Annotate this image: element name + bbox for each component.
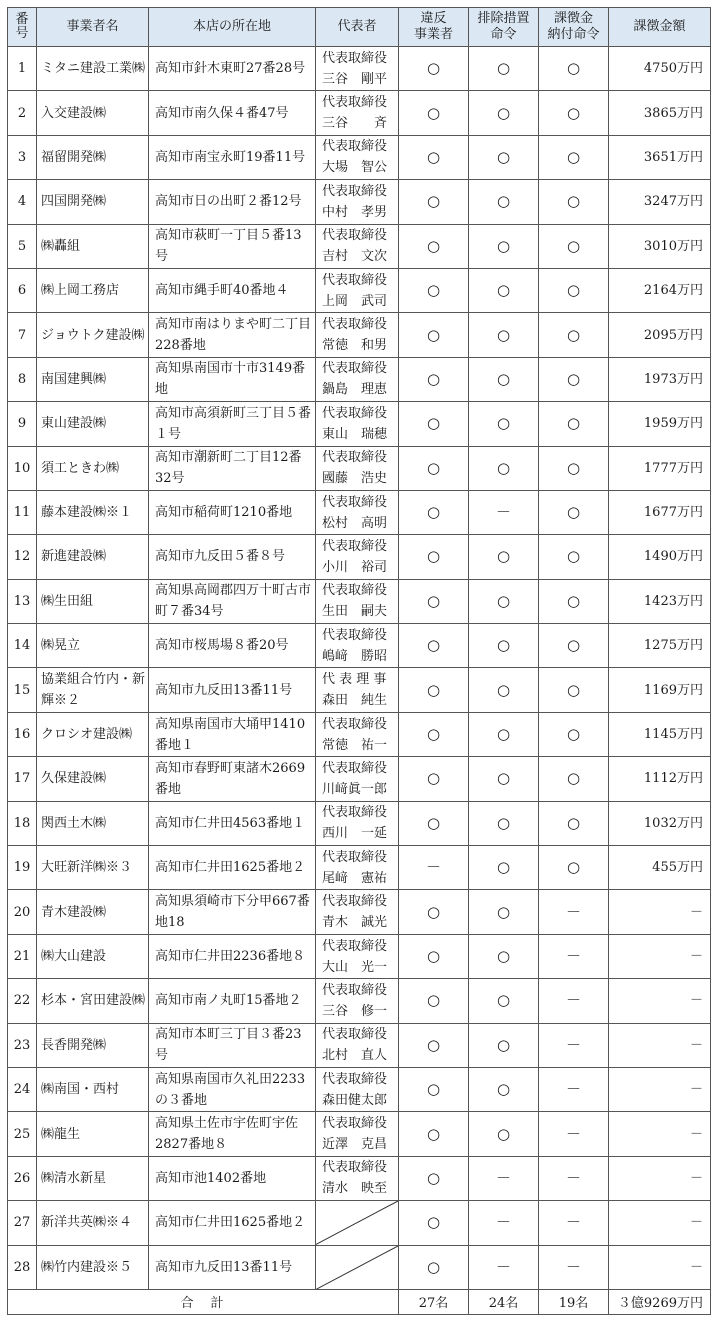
- surcharge-amount: －: [609, 1245, 711, 1289]
- header-surcharge-order: 課徴金 納付命令: [539, 8, 609, 47]
- representative-empty: [316, 1201, 399, 1245]
- company-name: ㈱生田組: [37, 579, 149, 623]
- row-number: 25: [8, 1112, 37, 1156]
- company-address: 高知市日の出町２番12号: [149, 180, 316, 224]
- company-address: 高知市仁井田1625番地２: [149, 1201, 316, 1245]
- row-number: 12: [8, 535, 37, 579]
- cease-order-mark: ○: [469, 1023, 539, 1067]
- surcharge-order-mark: ○: [539, 757, 609, 801]
- surcharge-order-mark: ○: [539, 47, 609, 91]
- total-label: 合 計: [8, 1289, 399, 1314]
- representative: 代表取締役 上岡 武司: [316, 268, 399, 312]
- table-row: [8, 890, 711, 934]
- row-number: 7: [8, 313, 37, 357]
- table-row: [8, 801, 711, 845]
- violation-mark: ○: [399, 135, 469, 179]
- table-row: [8, 624, 711, 668]
- cease-order-mark: ○: [469, 535, 539, 579]
- violation-mark: ○: [399, 712, 469, 756]
- surcharge-order-mark: ○: [539, 668, 609, 712]
- table-row: [8, 268, 711, 312]
- representative: 代表取締役 鍋島 理恵: [316, 357, 399, 401]
- company-address: 高知市南ノ丸町15番地２: [149, 979, 316, 1023]
- table-row: [8, 934, 711, 978]
- surcharge-order-mark: －: [539, 890, 609, 934]
- surcharge-amount: 1169万円: [609, 668, 711, 712]
- surcharge-order-mark: －: [539, 1156, 609, 1200]
- violation-mark: ○: [399, 979, 469, 1023]
- company-name: ㈱上岡工務店: [37, 268, 149, 312]
- representative: 代表取締役 松村 高明: [316, 490, 399, 534]
- row-number: 19: [8, 846, 37, 890]
- surcharge-amount: －: [609, 979, 711, 1023]
- company-address: 高知市春野町東諸木2669番地: [149, 757, 316, 801]
- company-address: 高知市桜馬場８番20号: [149, 624, 316, 668]
- table-row: [8, 490, 711, 534]
- header-row: [8, 8, 711, 47]
- company-address: 高知市南久保４番47号: [149, 91, 316, 135]
- row-number: 5: [8, 224, 37, 268]
- company-name: ジョウトク建設㈱: [37, 313, 149, 357]
- company-name: 久保建設㈱: [37, 757, 149, 801]
- surcharge-amount: 1032万円: [609, 801, 711, 845]
- surcharge-order-mark: －: [539, 1201, 609, 1245]
- row-number: 20: [8, 890, 37, 934]
- violation-mark: ○: [399, 624, 469, 668]
- cease-order-mark: ○: [469, 91, 539, 135]
- company-name: 新進建設㈱: [37, 535, 149, 579]
- row-number: 8: [8, 357, 37, 401]
- surcharge-amount: 2095万円: [609, 313, 711, 357]
- table-row: [8, 1156, 711, 1200]
- table-row: [8, 47, 711, 91]
- representative: 代表取締役 森田健太郎: [316, 1067, 399, 1111]
- total-violation: 27名: [399, 1289, 469, 1314]
- table-row: [8, 535, 711, 579]
- header-surcharge-amount: 課徴金額: [609, 8, 711, 47]
- surcharge-amount: －: [609, 1067, 711, 1111]
- row-number: 9: [8, 402, 37, 446]
- representative: 代表取締役 近澤 克昌: [316, 1112, 399, 1156]
- company-name: ㈱轟組: [37, 224, 149, 268]
- header-number: 番 号: [8, 8, 37, 47]
- company-address: 高知県須崎市下分甲667番地18: [149, 890, 316, 934]
- row-number: 13: [8, 579, 37, 623]
- representative-empty: [316, 1245, 399, 1289]
- surcharge-amount: 455万円: [609, 846, 711, 890]
- surcharge-amount: 3010万円: [609, 224, 711, 268]
- company-name: ㈱大山建設: [37, 934, 149, 978]
- representative: 代表取締役 東山 瑞穂: [316, 402, 399, 446]
- row-number: 3: [8, 135, 37, 179]
- company-address: 高知県南国市久礼田2233の３番地: [149, 1067, 316, 1111]
- violation-mark: ○: [399, 1245, 469, 1289]
- company-address: 高知市稲荷町1210番地: [149, 490, 316, 534]
- company-name: 新洋共英㈱※４: [37, 1201, 149, 1245]
- company-address: 高知市仁井田4563番地１: [149, 801, 316, 845]
- representative: 代表取締役 大山 光一: [316, 934, 399, 978]
- company-name: ㈱晃立: [37, 624, 149, 668]
- company-name: 入交建設㈱: [37, 91, 149, 135]
- surcharge-amount: 4750万円: [609, 47, 711, 91]
- representative: 代表取締役 常徳 和男: [316, 313, 399, 357]
- surcharge-amount: 1959万円: [609, 402, 711, 446]
- company-name: ㈱清水新星: [37, 1156, 149, 1200]
- company-address: 高知市仁井田1625番地２: [149, 846, 316, 890]
- company-address: 高知市針木東町27番28号: [149, 47, 316, 91]
- table-row: [8, 1067, 711, 1111]
- table-row: [8, 357, 711, 401]
- row-number: 21: [8, 934, 37, 978]
- row-number: 15: [8, 668, 37, 712]
- surcharge-amount: －: [609, 1112, 711, 1156]
- table-row: [8, 180, 711, 224]
- violation-mark: ○: [399, 268, 469, 312]
- company-address: 高知市九反田13番11号: [149, 668, 316, 712]
- violation-mark: ○: [399, 668, 469, 712]
- company-address: 高知県南国市大埇甲1410番地１: [149, 712, 316, 756]
- row-number: 24: [8, 1067, 37, 1111]
- company-address: 高知県土佐市宇佐町宇佐2827番地８: [149, 1112, 316, 1156]
- surcharge-amount: 3865万円: [609, 91, 711, 135]
- cease-order-mark: ○: [469, 446, 539, 490]
- surcharge-amount: 1973万円: [609, 357, 711, 401]
- total-surcharge-order: 19名: [539, 1289, 609, 1314]
- table-row: [8, 135, 711, 179]
- cease-order-mark: －: [469, 490, 539, 534]
- surcharge-amount: －: [609, 1156, 711, 1200]
- violation-mark: ○: [399, 757, 469, 801]
- company-name: 関西土木㈱: [37, 801, 149, 845]
- table-row: [8, 1201, 711, 1245]
- table-row: [8, 402, 711, 446]
- row-number: 26: [8, 1156, 37, 1200]
- table-row: [8, 1245, 711, 1289]
- cease-order-mark: ○: [469, 135, 539, 179]
- table-row: [8, 446, 711, 490]
- surcharge-amount: 1112万円: [609, 757, 711, 801]
- violation-mark: ○: [399, 47, 469, 91]
- representative: 代表取締役 清水 映至: [316, 1156, 399, 1200]
- surcharge-order-mark: ○: [539, 801, 609, 845]
- company-address: 高知市九反田５番８号: [149, 535, 316, 579]
- row-number: 23: [8, 1023, 37, 1067]
- company-name: 杉本・宮田建設㈱: [37, 979, 149, 1023]
- cease-order-mark: ○: [469, 934, 539, 978]
- table-row: [8, 757, 711, 801]
- row-number: 6: [8, 268, 37, 312]
- violation-mark: ○: [399, 1023, 469, 1067]
- representative: 代表取締役 常徳 祐一: [316, 712, 399, 756]
- company-name: クロシオ建設㈱: [37, 712, 149, 756]
- row-number: 14: [8, 624, 37, 668]
- company-address: 高知市仁井田2236番地８: [149, 934, 316, 978]
- surcharge-amount: 1275万円: [609, 624, 711, 668]
- surcharge-order-mark: ○: [539, 180, 609, 224]
- row-number: 22: [8, 979, 37, 1023]
- representative: 代表取締役 小川 裕司: [316, 535, 399, 579]
- table-row: [8, 91, 711, 135]
- row-number: 17: [8, 757, 37, 801]
- violation-mark: ○: [399, 402, 469, 446]
- violation-mark: ○: [399, 1067, 469, 1111]
- cease-order-mark: ○: [469, 846, 539, 890]
- surcharge-order-mark: ○: [539, 135, 609, 179]
- cease-order-mark: ○: [469, 579, 539, 623]
- cease-order-mark: ○: [469, 624, 539, 668]
- surcharge-order-mark: ○: [539, 624, 609, 668]
- surcharge-order-mark: ○: [539, 490, 609, 534]
- violation-mark: ○: [399, 801, 469, 845]
- violation-mark: ○: [399, 180, 469, 224]
- cease-order-mark: ○: [469, 402, 539, 446]
- header-representative: 代表者: [316, 8, 399, 47]
- surcharge-order-mark: ○: [539, 535, 609, 579]
- company-name: 青木建設㈱: [37, 890, 149, 934]
- surcharge-order-mark: －: [539, 1023, 609, 1067]
- row-number: 2: [8, 91, 37, 135]
- representative: 代表取締役 三谷 修一: [316, 979, 399, 1023]
- table-row: [8, 579, 711, 623]
- cease-order-mark: －: [469, 1201, 539, 1245]
- cease-order-mark: ○: [469, 224, 539, 268]
- cease-order-mark: ○: [469, 180, 539, 224]
- cease-order-mark: ○: [469, 1067, 539, 1111]
- surcharge-amount: －: [609, 1201, 711, 1245]
- company-name: 須工ときわ㈱: [37, 446, 149, 490]
- surcharge-amount: 2164万円: [609, 268, 711, 312]
- surcharge-order-mark: －: [539, 934, 609, 978]
- violation-mark: ○: [399, 1112, 469, 1156]
- surcharge-amount: 1423万円: [609, 579, 711, 623]
- company-address: 高知市縄手町40番地４: [149, 268, 316, 312]
- header-violation: 違反 事業者: [399, 8, 469, 47]
- representative: 代表取締役 生田 嗣夫: [316, 579, 399, 623]
- representative: 代表取締役 三谷 剛平: [316, 47, 399, 91]
- surcharge-amount: 1145万円: [609, 712, 711, 756]
- company-address: 高知市九反田13番11号: [149, 1245, 316, 1289]
- violation-mark: ○: [399, 490, 469, 534]
- violation-mark: ○: [399, 446, 469, 490]
- cease-order-mark: ○: [469, 979, 539, 1023]
- table-row: [8, 313, 711, 357]
- representative: 代表取締役 嶋﨑 勝昭: [316, 624, 399, 668]
- surcharge-order-mark: ○: [539, 579, 609, 623]
- representative: 代表取締役 吉村 文次: [316, 224, 399, 268]
- representative: 代表取締役 西川 一延: [316, 801, 399, 845]
- table-row: [8, 1023, 711, 1067]
- cease-order-mark: ○: [469, 801, 539, 845]
- cease-order-mark: ○: [469, 890, 539, 934]
- table-row: [8, 1112, 711, 1156]
- row-number: 18: [8, 801, 37, 845]
- surcharge-amount: －: [609, 934, 711, 978]
- violation-mark: ○: [399, 1201, 469, 1245]
- surcharge-order-mark: ○: [539, 268, 609, 312]
- representative: 代 表 理 事 森田 純生: [316, 668, 399, 712]
- surcharge-order-mark: ○: [539, 446, 609, 490]
- cease-order-mark: ○: [469, 1112, 539, 1156]
- company-name: 藤本建設㈱※１: [37, 490, 149, 534]
- company-address: 高知市南宝永町19番11号: [149, 135, 316, 179]
- surcharge-amount: 3247万円: [609, 180, 711, 224]
- diagonal-slash: [316, 1246, 398, 1289]
- company-name: 福留開発㈱: [37, 135, 149, 179]
- cease-order-mark: ○: [469, 47, 539, 91]
- total-row: [8, 1289, 711, 1314]
- company-name: ミタニ建設工業㈱: [37, 47, 149, 91]
- surcharge-order-mark: －: [539, 1112, 609, 1156]
- violation-mark: ○: [399, 934, 469, 978]
- surcharge-order-mark: ○: [539, 846, 609, 890]
- representative: 代表取締役 川﨑眞一郎: [316, 757, 399, 801]
- representative: 代表取締役 青木 誠光: [316, 890, 399, 934]
- table-row: [8, 668, 711, 712]
- cease-order-mark: ○: [469, 268, 539, 312]
- company-address: 高知市本町三丁目３番23号: [149, 1023, 316, 1067]
- total-amount: ３億9269万円: [609, 1289, 711, 1314]
- row-number: 4: [8, 180, 37, 224]
- company-name: ㈱南国・西村: [37, 1067, 149, 1111]
- surcharge-order-mark: ○: [539, 402, 609, 446]
- cease-order-mark: －: [469, 1245, 539, 1289]
- cease-order-mark: ○: [469, 357, 539, 401]
- company-name: 長香開発㈱: [37, 1023, 149, 1067]
- representative: 代表取締役 尾﨑 憲祐: [316, 846, 399, 890]
- company-name: 東山建設㈱: [37, 402, 149, 446]
- surcharge-amount: 1677万円: [609, 490, 711, 534]
- company-name: 南国建興㈱: [37, 357, 149, 401]
- violation-mark: ○: [399, 1156, 469, 1200]
- surcharge-order-mark: ○: [539, 712, 609, 756]
- company-name: 協業組合竹内・新輝※２: [37, 668, 149, 712]
- surcharge-amount: 1777万円: [609, 446, 711, 490]
- violation-mark: ○: [399, 313, 469, 357]
- total-cease-order: 24名: [469, 1289, 539, 1314]
- table-row: [8, 712, 711, 756]
- header-cease-order: 排除措置 命令: [469, 8, 539, 47]
- company-name: 大旺新洋㈱※３: [37, 846, 149, 890]
- surcharge-amount: 3651万円: [609, 135, 711, 179]
- representative: 代表取締役 三谷 斉: [316, 91, 399, 135]
- company-name: ㈱竹内建設※５: [37, 1245, 149, 1289]
- enforcement-table: [7, 7, 711, 1315]
- company-address: 高知市池1402番地: [149, 1156, 316, 1200]
- row-number: 16: [8, 712, 37, 756]
- surcharge-amount: －: [609, 890, 711, 934]
- surcharge-order-mark: ○: [539, 357, 609, 401]
- surcharge-order-mark: －: [539, 979, 609, 1023]
- company-name: ㈱龍生: [37, 1112, 149, 1156]
- violation-mark: ○: [399, 224, 469, 268]
- row-number: 28: [8, 1245, 37, 1289]
- representative: 代表取締役 國藤 浩史: [316, 446, 399, 490]
- violation-mark: ○: [399, 535, 469, 579]
- company-address: 高知市高須新町三丁目５番１号: [149, 402, 316, 446]
- surcharge-order-mark: －: [539, 1245, 609, 1289]
- violation-mark: ○: [399, 91, 469, 135]
- cease-order-mark: ○: [469, 757, 539, 801]
- surcharge-order-mark: ○: [539, 224, 609, 268]
- violation-mark: ○: [399, 890, 469, 934]
- representative: 代表取締役 北村 直人: [316, 1023, 399, 1067]
- header-address: 本店の所在地: [149, 8, 316, 47]
- company-address: 高知県南国市十市3149番地: [149, 357, 316, 401]
- cease-order-mark: ○: [469, 313, 539, 357]
- row-number: 10: [8, 446, 37, 490]
- row-number: 1: [8, 47, 37, 91]
- violation-mark: －: [399, 846, 469, 890]
- surcharge-order-mark: ○: [539, 313, 609, 357]
- row-number: 11: [8, 490, 37, 534]
- table-row: [8, 224, 711, 268]
- company-name: 四国開発㈱: [37, 180, 149, 224]
- surcharge-order-mark: ○: [539, 91, 609, 135]
- company-address: 高知市潮新町二丁目12番32号: [149, 446, 316, 490]
- company-address: 高知市南はりまや町二丁目228番地: [149, 313, 316, 357]
- header-company: 事業者名: [37, 8, 149, 47]
- cease-order-mark: ○: [469, 712, 539, 756]
- surcharge-amount: 1490万円: [609, 535, 711, 579]
- cease-order-mark: －: [469, 1156, 539, 1200]
- representative: 代表取締役 中村 孝男: [316, 180, 399, 224]
- surcharge-amount: －: [609, 1023, 711, 1067]
- diagonal-slash: [316, 1201, 398, 1244]
- table-row: [8, 846, 711, 890]
- row-number: 27: [8, 1201, 37, 1245]
- company-address: 高知県高岡郡四万十町古市町７番34号: [149, 579, 316, 623]
- representative: 代表取締役 大場 智公: [316, 135, 399, 179]
- cease-order-mark: ○: [469, 668, 539, 712]
- company-address: 高知市萩町一丁目５番13号: [149, 224, 316, 268]
- violation-mark: ○: [399, 579, 469, 623]
- surcharge-order-mark: －: [539, 1067, 609, 1111]
- table-row: [8, 979, 711, 1023]
- violation-mark: ○: [399, 357, 469, 401]
